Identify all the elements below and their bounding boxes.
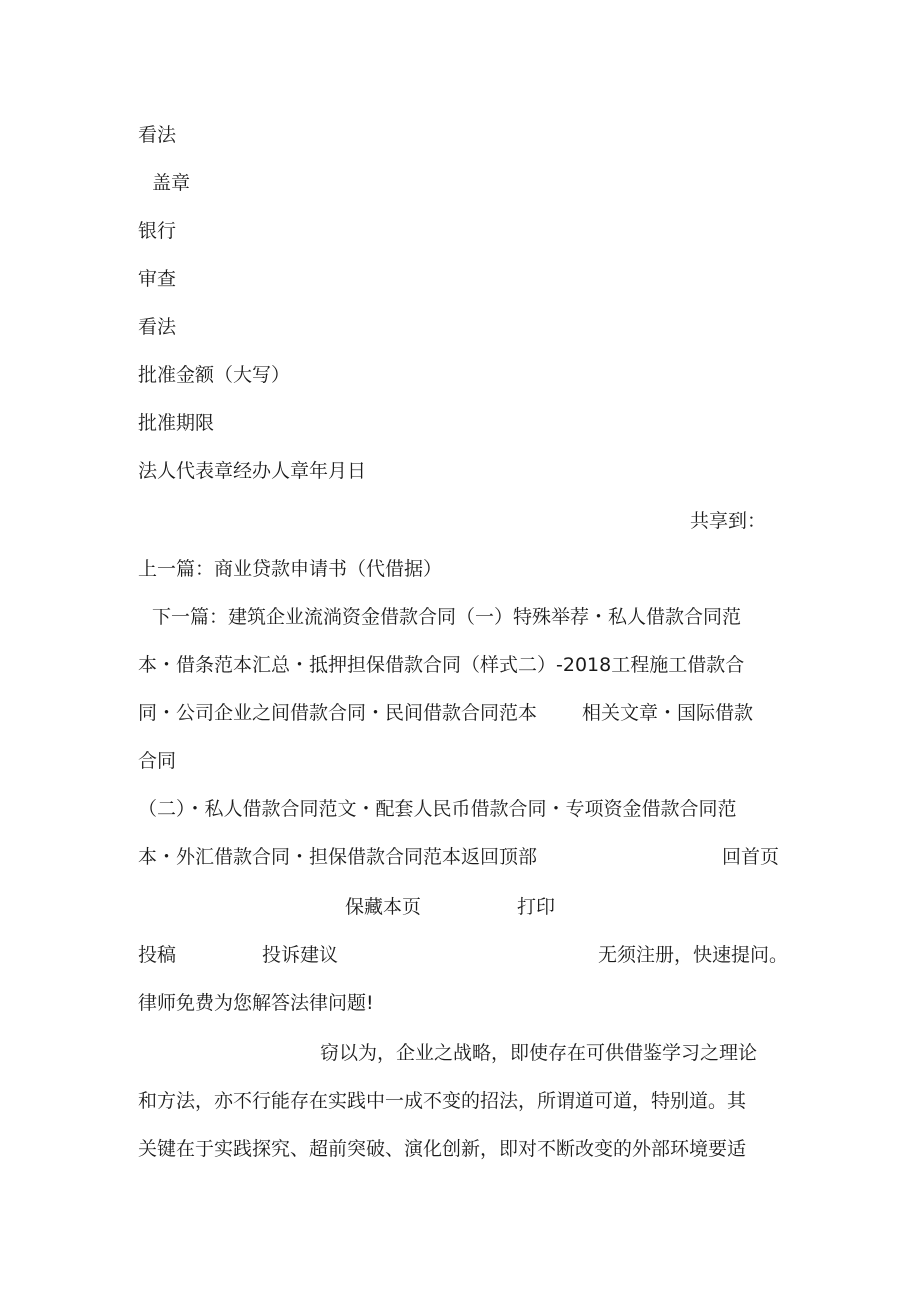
related-links-line-2[interactable]: 本・借条范本汇总・抵押担保借款合同（样式二）-2018工程施工借款合 [138, 654, 745, 676]
complaint-link[interactable]: 投诉建议 [262, 944, 339, 966]
related-links-line-6[interactable]: 本・外汇借款合同・担保借款合同范本返回顶部 [138, 846, 538, 868]
field-seal-label: 盖章 [152, 172, 191, 194]
home-link[interactable]: 回首页 [722, 846, 780, 868]
favorite-page-link[interactable]: 保藏本页 [345, 896, 422, 918]
related-articles-link[interactable]: 相关文章・国际借款 [582, 702, 754, 724]
quick-question-link[interactable]: 无须注册，快速提问。 [598, 944, 789, 966]
submit-article-link[interactable]: 投稿 [138, 944, 177, 966]
field-review-label: 审查 [138, 268, 177, 290]
field-approved-term-label: 批准期限 [138, 412, 215, 434]
field-approved-amount-label: 批准金额（大写） [138, 364, 291, 386]
related-links-line-4[interactable]: 合同 [138, 750, 177, 772]
print-link[interactable]: 打印 [517, 896, 556, 918]
field-opinion-label-2: 看法 [138, 316, 177, 338]
share-to-label[interactable]: 共享到： [690, 510, 767, 532]
related-links-line-5[interactable]: （二）・私人借款合同范文・配套人民币借款合同・专项资金借款合同范 [138, 798, 737, 820]
lawyer-free-answer-text: 律师免费为您解答法律问题! [138, 992, 374, 1014]
body-paragraph-line-2: 和方法，亦不行能存在实践中一成不变的招法，所谓道可道，特别道。其 [138, 1090, 747, 1112]
prev-article-link[interactable]: 上一篇：商业贷款申请书（代借据） [138, 558, 443, 580]
field-opinion-label: 看法 [138, 124, 177, 146]
body-paragraph-line-1: 窃以为，企业之战略，即使存在可供借鉴学习之理论 [320, 1042, 758, 1064]
related-links-line-3[interactable]: 同・公司企业之间借款合同・民间借款合同范本 [138, 702, 538, 724]
field-signature-date-label: 法人代表章经办人章年月日 [138, 460, 367, 482]
field-bank-label: 银行 [138, 220, 177, 242]
body-paragraph-line-3: 关键在于实践探究、超前突破、演化创新，即对不断改变的外部环境要适 [138, 1138, 747, 1160]
next-article-link[interactable]: 下一篇：建筑企业流淌资金借款合同（一）特殊举荐・私人借款合同范 [152, 606, 742, 628]
